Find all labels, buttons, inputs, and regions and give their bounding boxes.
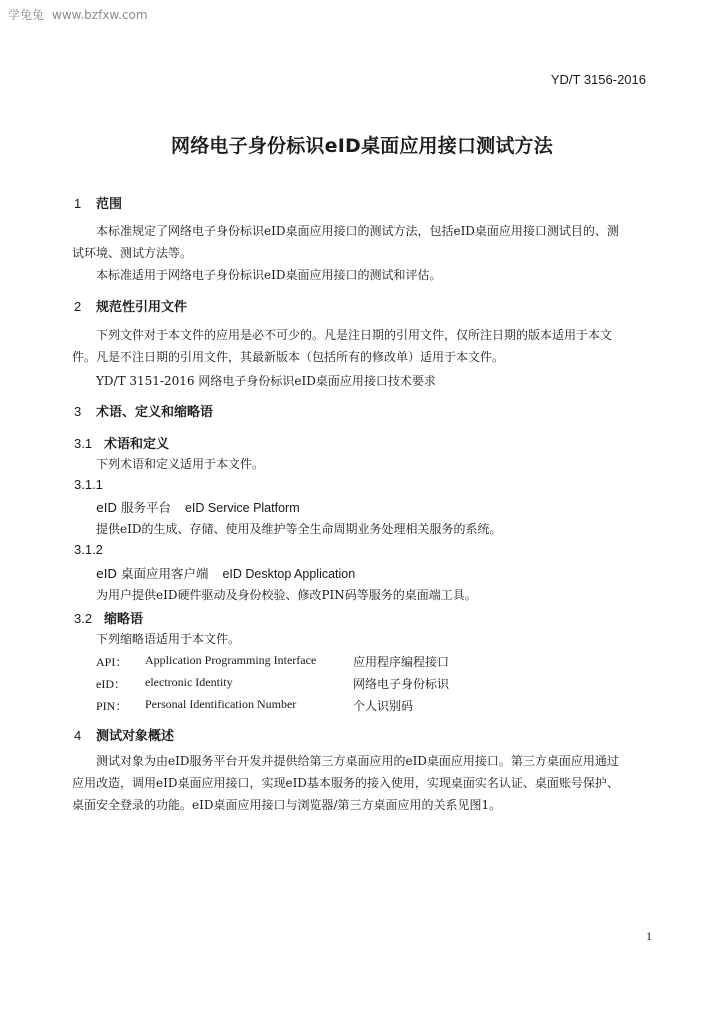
term-chinese: eID 桌面应用客户端 — [96, 566, 209, 581]
paragraph-line: 试环境、测试方法等。 — [72, 246, 193, 260]
section-title: 术语、定义和缩略语 — [96, 405, 214, 420]
subsection-3-2-heading — [74, 608, 143, 627]
paragraph-line: 下列文件对于本文件的应用是必不可少的。凡是注日期的引用文件，仅所注日期的版本适用于本文 — [96, 328, 613, 342]
abbreviation-full-pin: Personal Identification Number — [145, 697, 297, 711]
term-english: eID Desktop Application — [222, 567, 356, 581]
clause-3-1-2-number: 3.1.2 — [74, 542, 103, 557]
abbreviations-intro: 下列缩略语适用于本文件。 — [96, 632, 241, 646]
term-eid-service-platform — [96, 498, 300, 516]
abbreviation-api: API： — [96, 655, 128, 669]
document-title: 网络电子身份标识eID桌面应用接口测试方法 — [171, 135, 553, 157]
term-chinese: eID 服务平台 — [96, 500, 171, 515]
watermark — [8, 6, 148, 23]
normative-reference: YD/T 3151-2016 网络电子身份标识eID桌面应用接口技术要求 — [96, 374, 436, 388]
section-4-heading — [74, 725, 174, 744]
subsection-title: 术语和定义 — [104, 437, 170, 452]
section-number: 1 — [74, 196, 82, 211]
paragraph-line: 应用改造，调用eID桌面应用接口，实现eID基本服务的接入使用，实现桌面实名认证、桌面账号保护、 — [72, 776, 619, 790]
section-2-heading — [74, 296, 187, 315]
abbreviation-full-api: Application Programming Interface — [145, 653, 317, 667]
term-english: eID Service Platform — [184, 501, 300, 515]
paragraph-line: 件。凡是不注日期的引用文件，其最新版本（包括所有的修改单）适用于本文件。 — [72, 350, 505, 364]
section-1-heading — [74, 193, 122, 212]
clause-3-1-1-number: 3.1.1 — [74, 477, 103, 492]
section-number: 4 — [74, 728, 82, 743]
subsection-3-1-heading — [74, 433, 169, 452]
section-title: 规范性引用文件 — [96, 300, 188, 315]
section-1-paragraph-1 — [72, 220, 654, 264]
watermark-url: www.bzfxw.com — [52, 8, 148, 22]
subsection-number: 3.2 — [74, 611, 93, 626]
terms-intro: 下列术语和定义适用于本文件。 — [96, 457, 265, 471]
section-number: 3 — [74, 404, 82, 419]
section-title: 范围 — [96, 197, 123, 212]
section-4-paragraph-1 — [72, 750, 654, 816]
section-3-heading — [74, 401, 213, 420]
page-number: 1 — [646, 929, 652, 943]
definition-eid-desktop-application: 为用户提供eID硬件驱动及身份校验、修改PIN码等服务的桌面端工具。 — [96, 588, 477, 602]
standard-code: YD/T 3156-2016 — [550, 72, 646, 87]
section-1-paragraph-2: 本标准适用于网络电子身份标识eID桌面应用接口的测试和评估。 — [96, 268, 442, 282]
section-2-paragraph-1 — [72, 324, 654, 368]
abbreviation-cn-eid: 网络电子身份标识 — [353, 677, 450, 691]
abbreviation-eid: eID： — [96, 677, 126, 691]
section-title: 测试对象概述 — [96, 729, 175, 744]
subsection-number: 3.1 — [74, 436, 93, 451]
abbreviation-cn-api: 应用程序编程接口 — [353, 655, 450, 669]
watermark-site-name: 学兔兔 — [8, 8, 45, 22]
abbreviation-full-eid: electronic Identity — [145, 675, 233, 689]
term-eid-desktop-application — [96, 564, 355, 582]
abbreviation-pin: PIN： — [96, 699, 128, 713]
section-number: 2 — [74, 299, 82, 314]
paragraph-line: 桌面安全登录的功能。eID桌面应用接口与浏览器/第三方桌面应用的关系见图1。 — [72, 798, 502, 812]
abbreviation-cn-pin: 个人识别码 — [353, 699, 414, 713]
paragraph-line: 测试对象为由eID服务平台开发并提供给第三方桌面应用的eID桌面应用接口。第三方桌面应用通过 — [96, 754, 619, 768]
paragraph-line: 本标准规定了网络电子身份标识eID桌面应用接口的测试方法，包括eID桌面应用接口测试目的、测 — [96, 224, 619, 238]
definition-eid-service-platform: 提供eID的生成、存储、使用及维护等全生命周期业务处理相关服务的系统。 — [96, 522, 502, 536]
subsection-title: 缩略语 — [104, 612, 144, 627]
